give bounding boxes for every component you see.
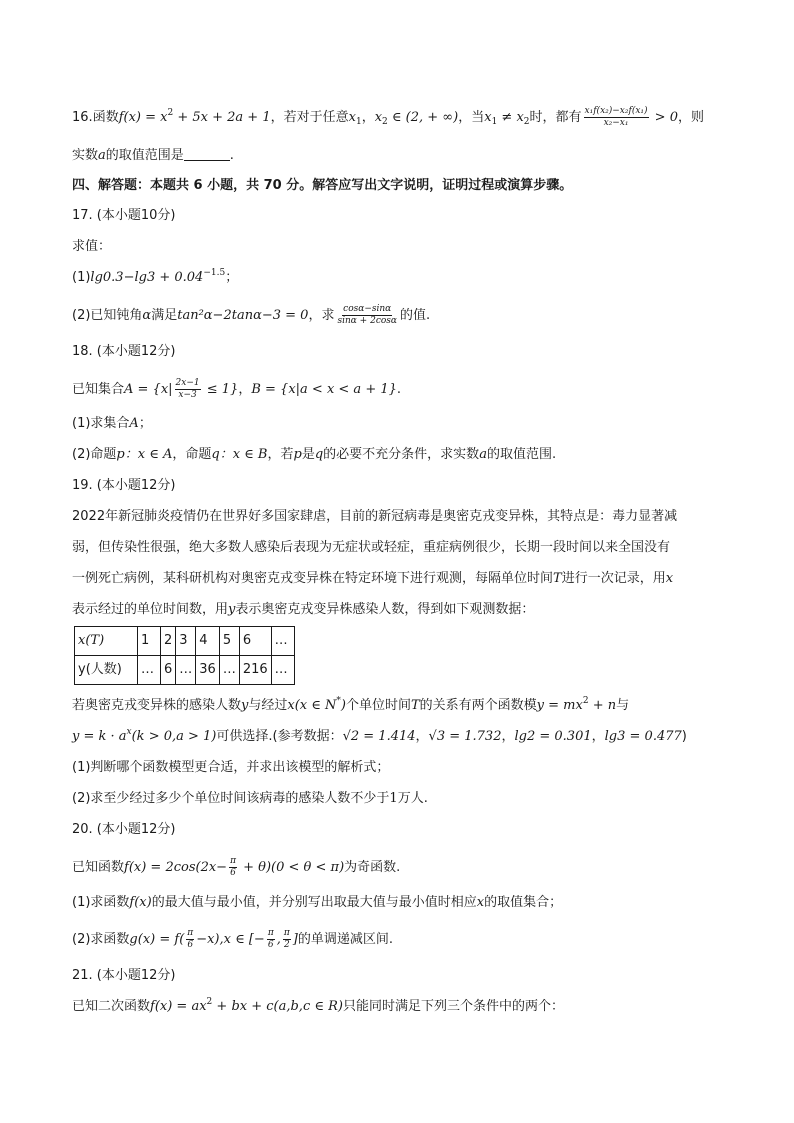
q17-fraction: $\frac{\cos\alpha-\sin\alpha}{\sin\alpha + 2\cos\alpha}$ (337, 304, 397, 326)
table-cell: … (271, 627, 294, 656)
q20-header: 20. (本小题12分) (72, 822, 176, 837)
q20-part-1: (1)求函数f(x)的最大值与最小值，并分别写出取最大值与最小值时相应x的取值集合； (72, 895, 563, 910)
table-cell: … (219, 656, 239, 685)
table-cell: 6 (161, 656, 176, 685)
table-cell: … (271, 656, 294, 685)
pi-over-6-fraction: $\frac{\pi}{6}$ (187, 928, 194, 950)
pi-over-2-fraction: $\frac{\pi}{2}$ (283, 928, 290, 950)
q18-part-1: (1)求集合A； (72, 416, 152, 431)
table-row (75, 627, 295, 656)
table-row (75, 656, 295, 685)
observation-table (74, 626, 295, 685)
section-heading: 四、解答题：本题共 6 小题，共 70 分。解答应写出文字说明，证明过程或演算步骤。 (72, 178, 573, 193)
q21-header: 21. (本小题12分) (72, 968, 176, 983)
q19-para-2: 弱，但传染性很强，绝大多数人感染后表现为无症状或轻症，重症病例很少，长期一段时间以来全国没有 (72, 540, 671, 555)
q20-part-2: (2)求函数g(x) = f( $\frac{\pi}{6}$ −x),x ∈ [− $\frac{\pi}{6}$ , $\frac{\pi}{2}$ ]的单调递减区间. (72, 928, 394, 950)
q18-intro: 已知集合A = {x| $\frac{2x-1}{x-3}$ ≤ 1}，B = {x|a < x < a + 1}. (72, 378, 402, 400)
table-cell: x(T) (75, 627, 138, 656)
q18-part-2: (2)命题p：x ∈ A，命题q：x ∈ B，若p是q的必要不充分条件，求实数a的取值范围. (72, 447, 557, 462)
q18-header: 18. (本小题12分) (72, 344, 176, 359)
table-cell: 6 (239, 627, 271, 656)
q16-line-2: 实数a的取值范围是 . (72, 148, 234, 163)
q17-intro: 求值： (72, 239, 112, 254)
table-cell: 3 (176, 627, 196, 656)
q19-part-2: (2)求至少经过多少个单位时间该病毒的感染人数不少于1万人. (72, 791, 428, 806)
answer-blank[interactable] (184, 148, 230, 161)
table-cell: 1 (138, 627, 161, 656)
q17-part-1: $(1)\lg 0.3-\lg 3 + 0.04^{-1.5}$； (72, 268, 239, 285)
table-cell: … (176, 656, 196, 685)
table-cell: … (138, 656, 161, 685)
q19-model-line-1: 若奥密克戎变异株的感染人数y与经过x(x ∈ N*)个单位时间T的关系有两个函数模$y = mx^2 + n$与 (72, 696, 630, 713)
table-cell: y(人数) (75, 656, 138, 685)
table-cell: 216 (239, 656, 271, 685)
q17-part-2: (2)已知钝角α满足tan²α−2tanα−3 = 0，求 $\frac{\cos\alpha-\sin\alpha}{\sin\alpha + 2\cos\alpha}$ 的值. (72, 304, 431, 326)
table-cell: 5 (219, 627, 239, 656)
q19-para-3: 一例死亡病例，某科研机构对奥密克戎变异株在特定环境下进行观测，每隔单位时间T进行一次记录，用x (72, 571, 674, 586)
q16-line-1: 16.函数$f(x) = x^2 + 5x + 2a + 1$，若对于任意$x_1$，$x_2$ ∈ (2, + ∞)，当$x_1 \ne x_2$时，都有 $\frac{\text{x₁f(x₂)−x₂f(x₁)}}{\text{x₂−x₁}}$ > 0，则 (72, 106, 704, 128)
q17-header: 17. (本小题10分) (72, 208, 176, 223)
q18-fraction: $\frac{2x-1}{x-3}$ (175, 378, 200, 400)
q19-model-line-2: $y = k \cdot a^x(k > 0,a > 1)$可供选择.(参考数据：√2 = 1.414，√3 = 1.732，lg2 = 0.301，lg3 = 0.477) (72, 727, 687, 744)
table-cell: 2 (161, 627, 176, 656)
q19-para-4: 表示经过的单位时间数，用y表示奥密克戎变异株感染人数，得到如下观测数据： (72, 602, 535, 617)
q16-fraction: $\frac{\text{x₁f(x₂)−x₂f(x₁)}}{\text{x₂−x₁}}$ (584, 106, 648, 128)
table-cell: 4 (196, 627, 220, 656)
pi-over-6-fraction: $\frac{\pi}{6}$ (230, 856, 236, 878)
pi-over-6-fraction: $\frac{\pi}{6}$ (267, 928, 274, 950)
table-cell: 36 (196, 656, 220, 685)
q19-part-1: (1)判断哪个函数模型更合适，并求出该模型的解析式； (72, 760, 390, 775)
q21-intro: 已知二次函数$f(x) = ax^2$ + bx + c(a,b,c ∈ R)只能同时满足下列三个条件中的两个： (72, 997, 564, 1014)
q19-para-1: 2022年新冠肺炎疫情仍在世界好多国家肆虐，目前的新冠病毒是奥密克戎变异株，其特点是：毒力显著减 (72, 509, 678, 524)
q20-intro: 已知函数f(x) = 2cos(2x− $\frac{\pi}{6}$ + θ)(0 < θ < π)为奇函数. (72, 856, 401, 878)
q19-header: 19. (本小题12分) (72, 478, 176, 493)
